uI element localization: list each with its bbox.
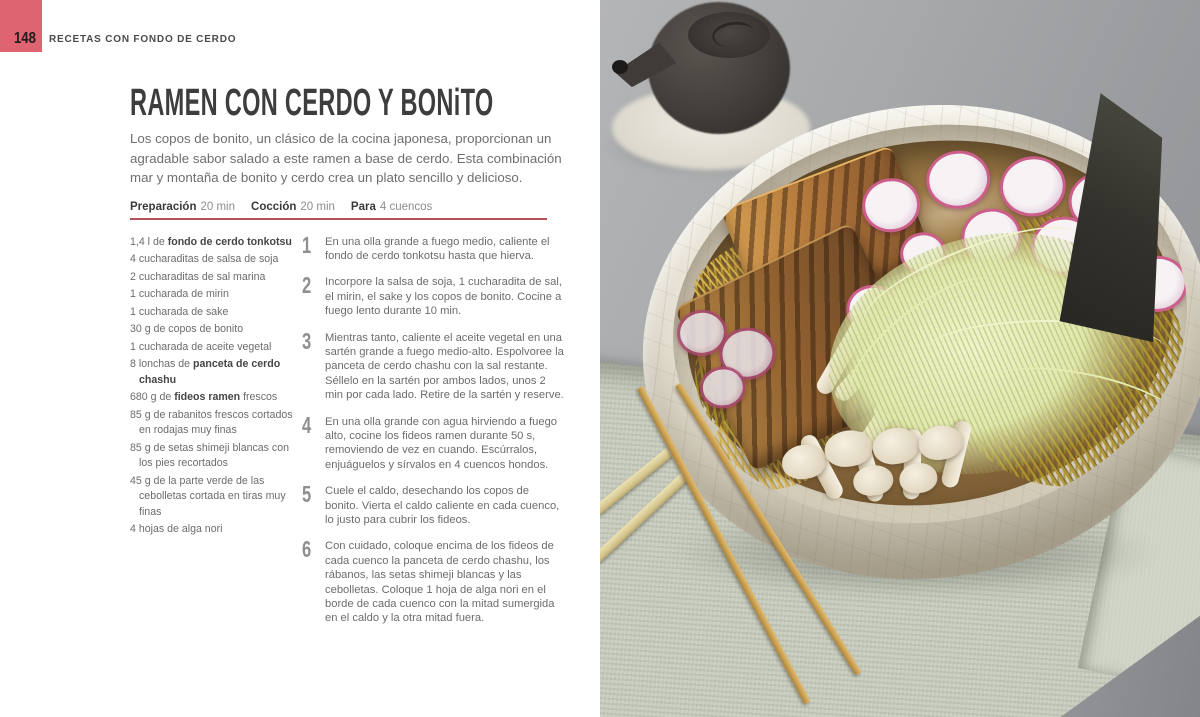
ingredient-item: 2 cucharaditas de sal marina: [130, 270, 266, 283]
step-item: [302, 231, 564, 264]
step-number: 4: [302, 411, 312, 438]
step-number: 2: [302, 272, 312, 299]
recipe-photo: [600, 0, 1200, 717]
ingredient-item: 1 cucharada de sake: [130, 305, 229, 318]
step-item: [302, 272, 564, 318]
recipe-meta: [130, 201, 577, 213]
meta-item: Para 4 cuencos: [350, 200, 433, 213]
ingredients-list: [130, 235, 302, 638]
ingredient-item: 4 hojas de alga nori: [130, 523, 223, 535]
recipe-intro: Los copos de bonito, un clásico de la cocina japonesa, proporcionan un agradable sabor salado a este ramen a base de cerdo. Esta combinación mar y montaña de bonito y cerdo crea un plato sencillo y delicioso.: [130, 131, 562, 185]
recipe-content: [130, 84, 577, 638]
ingredient-item: 85 g de setas shimeji blancas con los pies recortados: [130, 441, 289, 469]
ingredient-item: 45 g de la parte verde de las cebolletas cortada en tiras muy finas: [130, 474, 286, 518]
step-number: 5: [302, 481, 312, 508]
step-number: 1: [302, 231, 312, 258]
step-text: Cuele el caldo, desechando los copos de bonito. Vierta el caldo caliente en cada cuenco, lo justo para cubrir los fideos.: [325, 485, 560, 526]
step-item: [302, 536, 564, 625]
ingredient-item: 8 lonchas de panceta de cerdo chashu: [130, 358, 281, 386]
step-number: 3: [302, 327, 312, 354]
ingredient-item: 4 cucharaditas de salsa de soja: [130, 253, 279, 265]
step-item: [302, 327, 564, 403]
step-text: Con cuidado, coloque encima de los fideos de cada cuenco la panceta de cerdo chashu, los rábanos, las setas shimeji blancas y las cebolletas. Coloque 1 hoja de alga nori en el borde de cada cuenco con la mitad sumergida en el caldo y la otra mitad fuera.: [325, 540, 555, 625]
ingredient-item: 85 g de rabanitos frescos cortados en rodajas muy finas: [130, 408, 293, 436]
step-item: [302, 481, 564, 527]
steps-list: [302, 231, 564, 638]
ingredient-item: 1 cucharada de aceite vegetal: [130, 340, 272, 353]
step-item: [302, 411, 564, 473]
teapot-spout-opening: [612, 60, 628, 74]
ingredient-item: 1 cucharada de mirin: [130, 288, 229, 300]
step-text: Incorpore la salsa de soja, 1 cucharadita de sal, el mirin, el sake y los copos de bonito. Cocine a fuego lento durante 10 min.: [325, 276, 562, 318]
ingredient-item: 30 g de copos de bonito: [130, 323, 244, 335]
page-number: 148: [14, 30, 36, 47]
recipe-columns: [130, 231, 577, 638]
section-header: RECETAS CON FONDO DE CERDO: [49, 34, 237, 45]
divider-rule: [130, 218, 547, 220]
ingredient-item: 680 g de fideos ramen frescos: [130, 391, 278, 403]
step-text: Mientras tanto, caliente el aceite vegetal en una sartén grande a fuego medio-alto. Espolvoree la panceta de cerdo chashu con la sal restante. Séllelo en la sartén por ambos lados, unos 2 min por cada lado. Retire de la sartén y reserve.: [325, 331, 564, 402]
step-number: 6: [302, 536, 312, 563]
meta-item: Cocción 20 min: [251, 200, 335, 213]
step-text: En una olla grande con agua hirviendo a fuego alto, cocine los fideos ramen durante 50 s, removiendo de vez en cuando. Escúrralos, enjuáguelos y sírvalos en 4 cuencos hondos.: [325, 415, 558, 471]
recipe-title: RAMEN CON CERDO Y BONiTO: [130, 82, 494, 124]
meta-item: Preparación 20 min: [130, 200, 236, 213]
step-text: En una olla grande a fuego medio, caliente el fondo de cerdo tonkotsu hasta que hierva.: [325, 235, 550, 262]
ingredient-item: 1,4 l de fondo de cerdo tonkotsu: [130, 235, 292, 248]
